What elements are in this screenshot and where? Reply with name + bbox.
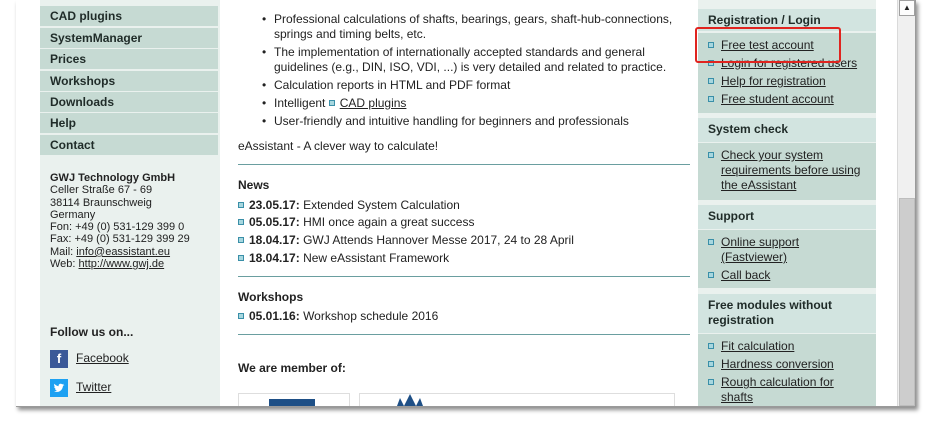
company-address (50, 172, 190, 270)
news-text[interactable]: GWJ Attends Hannover Messe 2017, 24 to 28 April (303, 233, 574, 247)
twitter-link[interactable]: Twitter (76, 380, 112, 395)
company-phone: Fon: +49 (0) 531-129 399 0 (50, 221, 185, 234)
member-logo[interactable] (359, 393, 675, 407)
vertical-scrollbar[interactable] (897, 0, 916, 406)
company-fax: Fax: +49 (0) 531-129 399 29 (50, 233, 190, 246)
bullet-icon (238, 255, 244, 261)
news-date: 18.04.17: (249, 233, 300, 247)
feature-item: • User-friendly and intuitive handling for beginners and professionals (262, 114, 682, 129)
link-text[interactable]: Call back (721, 268, 771, 282)
link-text[interactable]: Fit calculation (721, 339, 795, 353)
workshop-text[interactable]: Workshop schedule 2016 (303, 309, 439, 323)
company-street: Celler Straße 67 - 69 (50, 184, 153, 197)
feature-item: • Professional calculations of shafts, bearings, gears, shaft-hub-connections, springs and timing belts, etc. (262, 12, 682, 42)
divider (238, 334, 690, 335)
rough-calculation-link[interactable] (708, 375, 866, 405)
bullet-icon (708, 272, 714, 278)
registration-heading: Registration / Login (698, 9, 876, 31)
online-support-link[interactable] (708, 235, 866, 265)
link-text[interactable]: Login for registered users (721, 56, 858, 70)
cad-plugins-link[interactable]: CAD plugins (339, 96, 407, 110)
company-web-row (50, 258, 190, 270)
bullet-icon (708, 379, 714, 385)
system-check-links (698, 143, 876, 200)
news-date: 05.05.17: (249, 215, 300, 229)
link-text[interactable]: Free student account (721, 92, 834, 106)
nav-workshops[interactable]: Workshops (40, 71, 218, 91)
news-text[interactable]: Extended System Calculation (303, 198, 460, 212)
tagline: eAssistant - A clever way to calculate! (238, 139, 439, 153)
fit-calculation-link[interactable] (708, 339, 866, 354)
link-text[interactable]: Hardness conversion (721, 357, 834, 371)
bullet-icon (708, 152, 714, 158)
bullet-icon (708, 78, 714, 84)
twitter-icon[interactable] (50, 379, 68, 397)
twitter-row (50, 379, 111, 397)
bullet-icon (708, 361, 714, 367)
workshop-date: 05.01.16: (249, 309, 300, 323)
feature-item: • The implementation of internationally accepted standards and general guidelines (e.g., DIN, ISO, VDI, ...) is very detailed and related to practice. (262, 45, 682, 75)
support-heading: Support (698, 205, 876, 229)
member-heading: We are member of: (238, 361, 346, 375)
nav-downloads[interactable]: Downloads (40, 92, 218, 112)
facebook-link[interactable]: Facebook (76, 351, 129, 366)
feature-item: • Calculation reports in HTML and PDF format (262, 78, 682, 93)
company-mail-row (50, 246, 190, 258)
news-item[interactable] (238, 251, 449, 265)
link-text[interactable]: Free test account (721, 38, 814, 52)
highlight-annotation (695, 27, 841, 63)
nav-cad-plugins[interactable]: CAD plugins (40, 6, 218, 26)
web-label: Web: (50, 258, 76, 271)
member-logo[interactable] (238, 393, 350, 407)
free-modules-heading: Free modules without registration (698, 294, 876, 333)
feature-list (262, 12, 682, 132)
help-registration-link[interactable] (708, 74, 866, 89)
scrollbar-thumb[interactable] (899, 198, 915, 406)
bullet-icon (708, 343, 714, 349)
news-item[interactable] (238, 198, 460, 212)
mail-link[interactable]: info@eassistant.eu (76, 245, 171, 258)
web-link[interactable]: http://www.gwj.de (78, 258, 165, 271)
divider (238, 164, 690, 165)
free-student-account-link[interactable] (708, 92, 866, 107)
mail-label: Mail: (50, 245, 74, 258)
member-logo-graphic (390, 394, 450, 407)
feature-item-cad (262, 96, 682, 111)
browser-viewport (16, 0, 916, 407)
company-country: Germany (50, 208, 96, 221)
news-text[interactable]: HMI once again a great success (303, 215, 475, 229)
link-text[interactable]: Help for registration (721, 74, 826, 88)
divider (238, 276, 690, 277)
nav-contact[interactable]: Contact (40, 135, 218, 155)
bullet-icon (238, 219, 244, 225)
link-text[interactable]: Rough calculation for shafts (721, 375, 834, 404)
call-back-link[interactable] (708, 268, 866, 283)
bullet-icon (708, 239, 714, 245)
facebook-row (50, 350, 129, 368)
bullet-icon (708, 96, 714, 102)
check-system-link[interactable] (708, 148, 866, 193)
scroll-up-arrow-icon[interactable]: ▲ (899, 0, 915, 16)
support-links (698, 230, 876, 288)
news-heading: News (238, 178, 270, 192)
nav-systemmanager[interactable]: SystemManager (40, 28, 218, 48)
free-modules-links (698, 334, 876, 406)
link-text[interactable]: Check your system requirements before using the eAssistant (721, 148, 861, 192)
news-date: 23.05.17: (249, 198, 300, 212)
news-item[interactable] (238, 215, 474, 229)
hardness-conversion-link[interactable] (708, 357, 866, 372)
follow-us-heading: Follow us on... (50, 325, 134, 339)
company-name: GWJ Technology GmbH (50, 172, 176, 184)
news-text[interactable]: New eAssistant Framework (303, 251, 450, 265)
workshop-item[interactable] (238, 309, 438, 323)
nav-help[interactable]: Help (40, 113, 218, 133)
system-check-heading: System check (698, 118, 876, 142)
member-logo-graphic (269, 399, 315, 407)
link-text[interactable]: Online support (Fastviewer) (721, 235, 800, 264)
bullet-icon (238, 237, 244, 243)
bullet-icon (238, 313, 244, 319)
news-item[interactable] (238, 233, 574, 247)
news-date: 18.04.17: (249, 251, 300, 265)
feature-prefix: Intelligent (274, 96, 326, 110)
nav-prices[interactable]: Prices (40, 49, 218, 69)
facebook-icon[interactable]: f (50, 350, 68, 368)
company-city: 38114 Braunschweig (50, 196, 152, 209)
workshops-heading: Workshops (238, 290, 304, 304)
bullet-icon (238, 202, 244, 208)
bullet-icon (329, 100, 335, 106)
